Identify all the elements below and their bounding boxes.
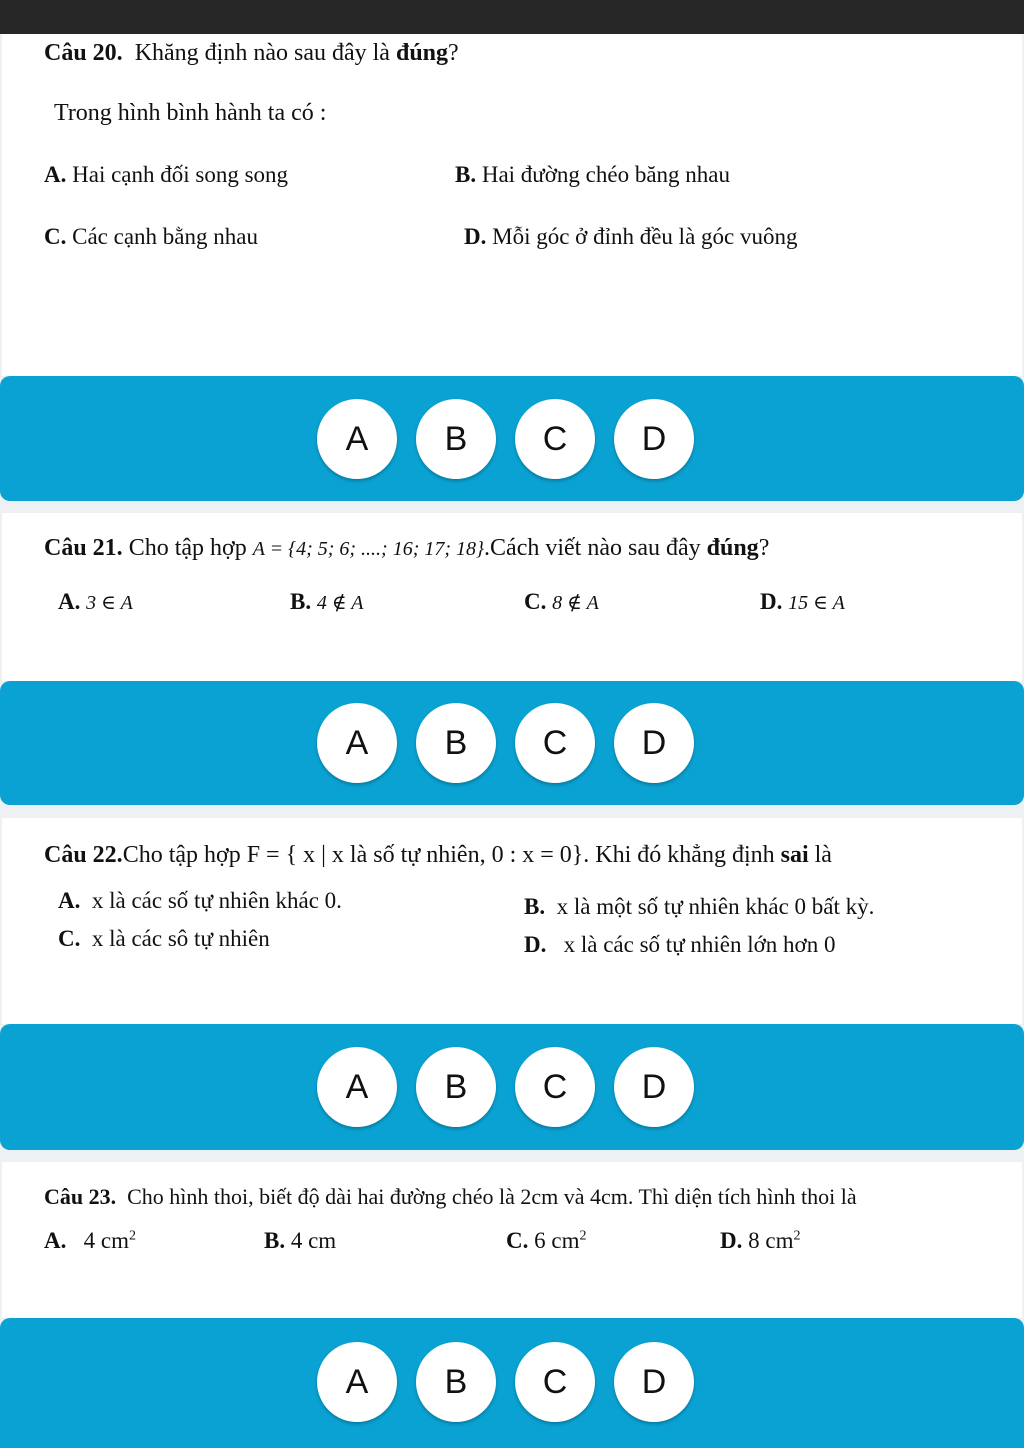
option-a: A. x là các số tự nhiên khác 0. (58, 888, 342, 913)
option-d: D. 8 $cm^2$ (720, 1228, 801, 1253)
answer-b-button[interactable]: B (416, 703, 496, 783)
question-title: Câu 22.Cho tập hợp F = { x | x là số tự nhiên, 0 : x = 0}. Khi đó khẳng định sai là (44, 842, 832, 868)
option-c: C. 8 ∉ A (524, 589, 599, 614)
question-card-20 (2, 34, 1022, 376)
answer-d-button[interactable]: D (614, 399, 694, 479)
answer-a-button[interactable]: A (317, 399, 397, 479)
answer-band-22 (0, 1024, 1024, 1150)
question-card-21 (2, 513, 1022, 681)
option-d: D. Mỗi góc ở đỉnh đều là góc vuông (464, 224, 798, 249)
question-title: Câu 20. Khăng định nào sau đây là đúng? (44, 40, 459, 66)
option-c: C. 6 $cm^2$ (506, 1228, 587, 1253)
option-a: A. 4 $cm^2$ (44, 1228, 136, 1253)
option-b: B. Hai đường chéo băng nhau (455, 162, 731, 187)
question-title: Câu 21. Cho tập hợp A = {4; 5; 6; ....; 16; 17; 18}.Cách viết nào sau đây đúng? (44, 535, 770, 561)
question-subprompt: Trong hình bình hành ta có : (54, 100, 327, 126)
answer-d-button[interactable]: D (614, 1342, 694, 1422)
answer-a-button[interactable]: A (317, 1047, 397, 1127)
answer-d-button[interactable]: D (614, 703, 694, 783)
question-card-22 (2, 818, 1022, 1024)
answer-band-20 (0, 376, 1024, 501)
option-b: B. 4 cm (264, 1228, 337, 1253)
option-b: B. 4 ∉ A (290, 589, 364, 614)
option-b: B. x là một số tự nhiên khác 0 bất kỳ. (524, 894, 875, 919)
option-a: A. Hai cạnh đối song song (44, 162, 289, 187)
answer-a-button[interactable]: A (317, 1342, 397, 1422)
option-d: D. x là các số tự nhiên lớn hơn 0 (524, 932, 836, 957)
option-c: C. Các cạnh bằng nhau (44, 224, 258, 249)
answer-band-21 (0, 681, 1024, 805)
option-a: A. 3 ∈ A (58, 589, 133, 614)
answer-b-button[interactable]: B (416, 1047, 496, 1127)
answer-band-23 (0, 1318, 1024, 1448)
set-expression: A = {4; 5; 6; ....; 16; 17; 18} (252, 538, 485, 560)
question-card-23 (2, 1162, 1022, 1318)
answer-a-button[interactable]: A (317, 703, 397, 783)
option-c: C. x là các sô tự nhiên (58, 926, 270, 951)
answer-c-button[interactable]: C (515, 703, 595, 783)
answer-c-button[interactable]: C (515, 1342, 595, 1422)
question-title: Câu 23. Cho hình thoi, biết độ dài hai đường chéo là 2cm và 4cm. Thì diện tích hình thoi là (44, 1184, 857, 1209)
top-status-bar (0, 0, 1024, 34)
answer-b-button[interactable]: B (416, 399, 496, 479)
answer-d-button[interactable]: D (614, 1047, 694, 1127)
answer-b-button[interactable]: B (416, 1342, 496, 1422)
option-d: D. 15 ∈ A (760, 589, 845, 614)
answer-c-button[interactable]: C (515, 1047, 595, 1127)
answer-c-button[interactable]: C (515, 399, 595, 479)
